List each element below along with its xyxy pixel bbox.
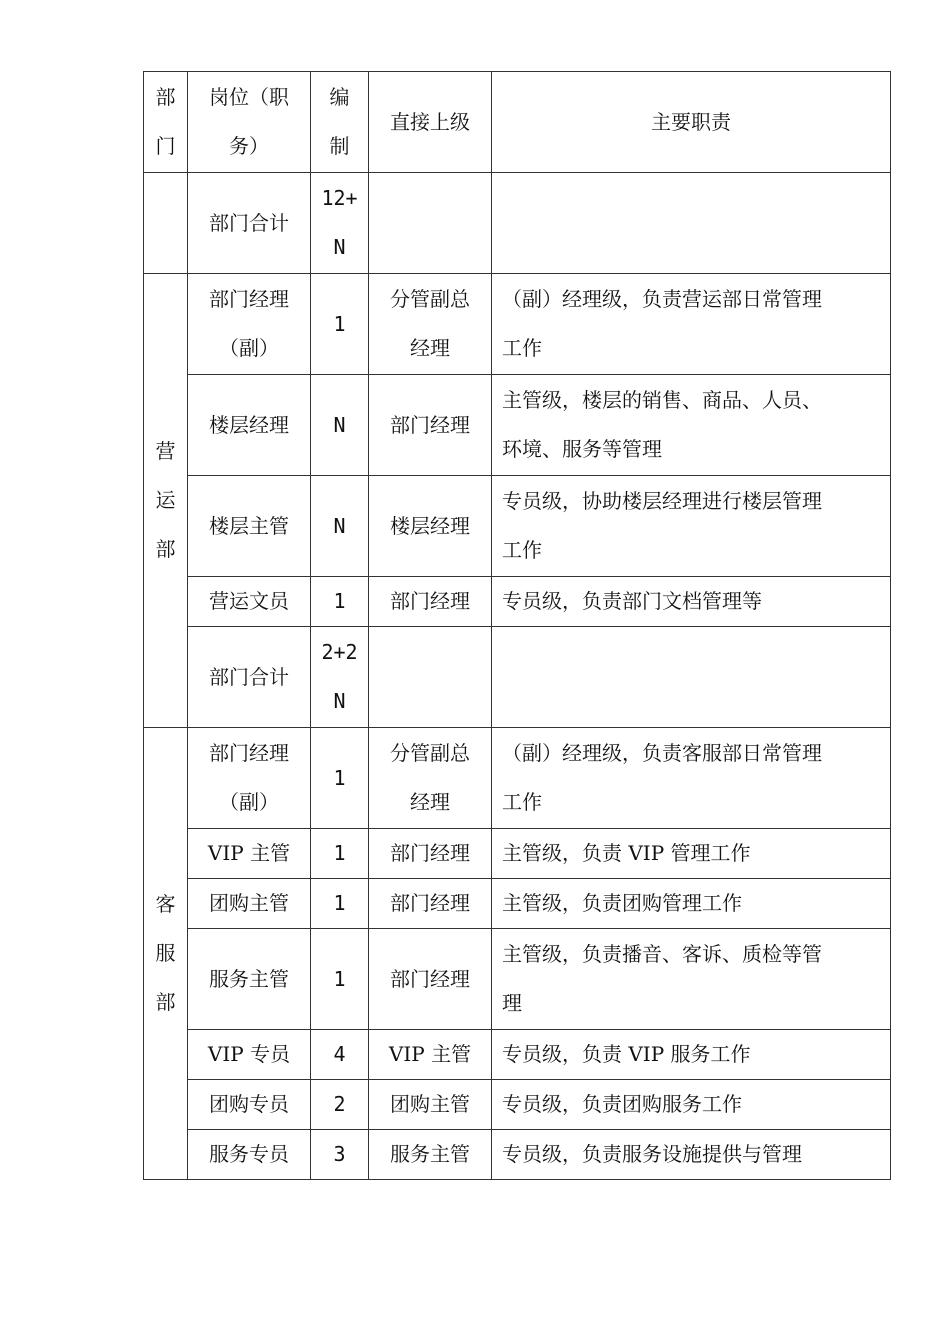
count-cell: 2 <box>311 1080 369 1130</box>
count-cell: N <box>311 476 369 577</box>
count-cell: 4 <box>311 1030 369 1080</box>
header-count: 编 制 <box>311 72 369 173</box>
count-cell: 12+ N <box>311 173 369 274</box>
header-dept: 部 门 <box>144 72 188 173</box>
table-row <box>144 728 891 829</box>
duty-cell: 专员级，负责服务设施提供与管理 <box>492 1130 891 1180</box>
dept-cell-cs: 客 服 部 <box>144 728 188 1180</box>
table-row <box>144 173 891 274</box>
table-row <box>144 929 891 1030</box>
duty-cell <box>492 627 891 728</box>
header-duties: 主要职责 <box>492 72 891 173</box>
header-superior: 直接上级 <box>369 72 492 173</box>
count-cell: 1 <box>311 577 369 627</box>
duty-cell: 专员级，负责 VIP 服务工作 <box>492 1030 891 1080</box>
superior-cell: 分管副总 经理 <box>369 728 492 829</box>
superior-cell: VIP 主管 <box>369 1030 492 1080</box>
table-row <box>144 1030 891 1080</box>
count-cell: 2+2 N <box>311 627 369 728</box>
table-row <box>144 375 891 476</box>
count-cell: N <box>311 375 369 476</box>
superior-cell: 部门经理 <box>369 375 492 476</box>
duty-cell <box>492 173 891 274</box>
superior-cell: 部门经理 <box>369 929 492 1030</box>
staffing-table <box>143 71 891 1180</box>
table-row <box>144 476 891 577</box>
superior-cell: 楼层经理 <box>369 476 492 577</box>
table-row <box>144 829 891 879</box>
dept-cell-ops: 营 运 部 <box>144 274 188 728</box>
post-cell: VIP 专员 <box>188 1030 311 1080</box>
duty-cell: 主管级，楼层的销售、商品、人员、 环境、服务等管理 <box>492 375 891 476</box>
post-cell: 楼层主管 <box>188 476 311 577</box>
header-row <box>144 72 891 173</box>
count-cell: 1 <box>311 274 369 375</box>
superior-cell: 服务主管 <box>369 1130 492 1180</box>
post-cell: 部门合计 <box>188 173 311 274</box>
duty-cell: 专员级，负责团购服务工作 <box>492 1080 891 1130</box>
post-cell: 团购主管 <box>188 879 311 929</box>
table-row <box>144 274 891 375</box>
count-cell: 1 <box>311 879 369 929</box>
post-cell: 团购专员 <box>188 1080 311 1130</box>
superior-cell: 分管副总 经理 <box>369 274 492 375</box>
post-cell: 楼层经理 <box>188 375 311 476</box>
table-row <box>144 879 891 929</box>
post-cell: 部门经理 （副） <box>188 728 311 829</box>
duty-cell: 主管级，负责团购管理工作 <box>492 879 891 929</box>
count-cell: 1 <box>311 829 369 879</box>
post-cell: VIP 主管 <box>188 829 311 879</box>
superior-cell: 部门经理 <box>369 829 492 879</box>
post-cell: 部门经理 （副） <box>188 274 311 375</box>
table-row <box>144 627 891 728</box>
post-cell: 服务主管 <box>188 929 311 1030</box>
count-cell: 1 <box>311 929 369 1030</box>
post-cell: 营运文员 <box>188 577 311 627</box>
table-row <box>144 1130 891 1180</box>
duty-cell: 主管级，负责 VIP 管理工作 <box>492 829 891 879</box>
post-cell: 部门合计 <box>188 627 311 728</box>
dept-cell-empty <box>144 173 188 274</box>
duty-cell: 专员级，负责部门文档管理等 <box>492 577 891 627</box>
table-row <box>144 577 891 627</box>
duty-cell: 专员级，协助楼层经理进行楼层管理 工作 <box>492 476 891 577</box>
superior-cell <box>369 173 492 274</box>
duty-cell: （副）经理级，负责营运部日常管理 工作 <box>492 274 891 375</box>
superior-cell <box>369 627 492 728</box>
post-cell: 服务专员 <box>188 1130 311 1180</box>
duty-cell: （副）经理级，负责客服部日常管理 工作 <box>492 728 891 829</box>
count-cell: 1 <box>311 728 369 829</box>
superior-cell: 部门经理 <box>369 577 492 627</box>
duty-cell: 主管级，负责播音、客诉、质检等管 理 <box>492 929 891 1030</box>
superior-cell: 团购主管 <box>369 1080 492 1130</box>
header-post: 岗位（职 务） <box>188 72 311 173</box>
count-cell: 3 <box>311 1130 369 1180</box>
superior-cell: 部门经理 <box>369 879 492 929</box>
table-row <box>144 1080 891 1130</box>
